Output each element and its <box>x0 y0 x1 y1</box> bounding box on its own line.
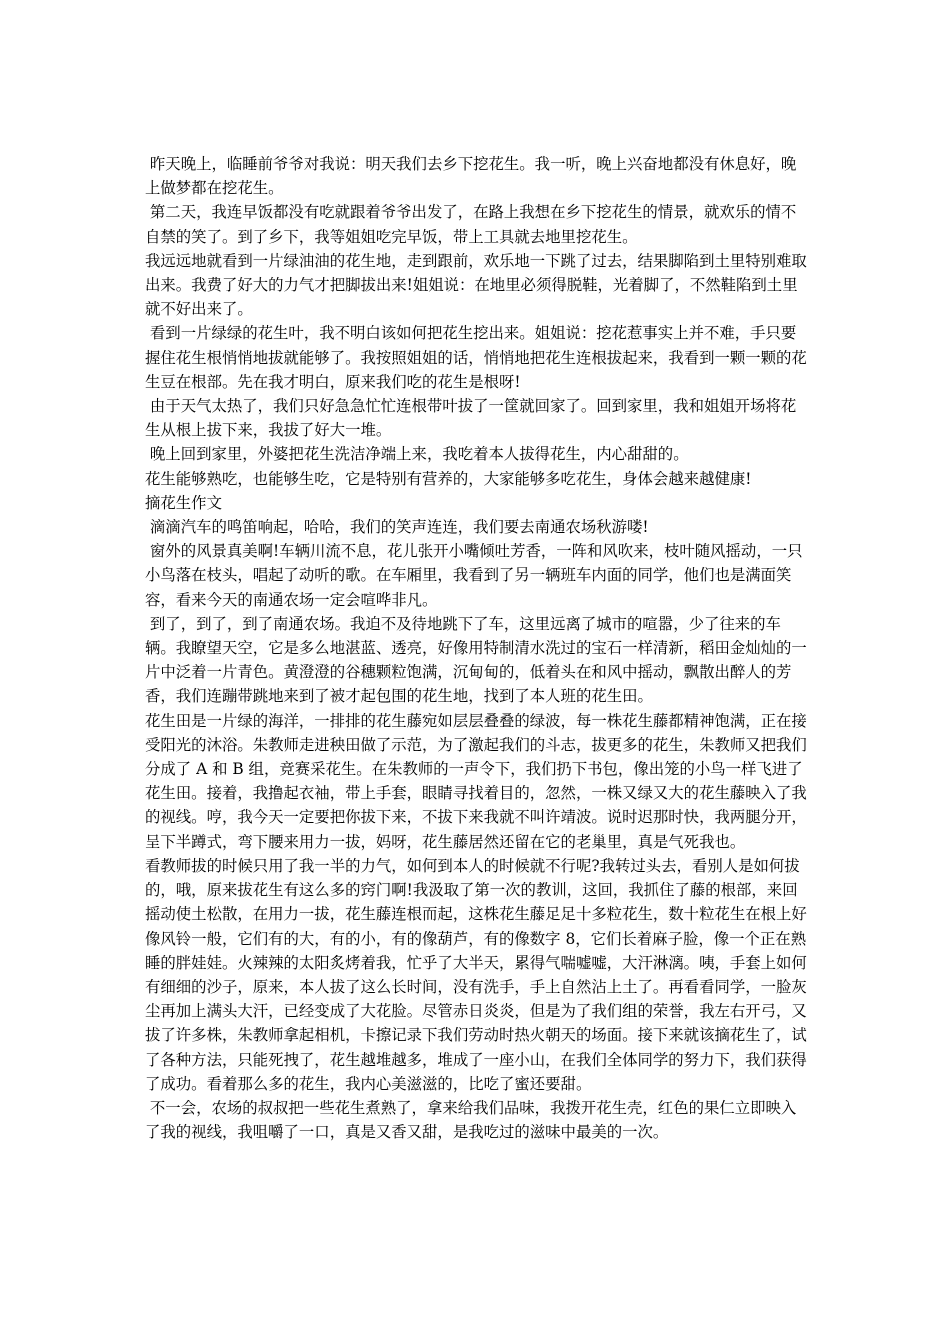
paragraph-5: 由于天气太热了，我们只好急急忙忙连根带叶拔了一筐就回家了。回到家里，我和姐姐开场将花生从根上拔下来，我拔了好大一堆。 <box>145 397 797 440</box>
paragraph-1: 昨天晚上，临睡前爷爷对我说：明天我们去乡下挖花生。我一听，晚上兴奋地都没有休息好，晚上做梦都在挖花生。 <box>145 155 797 198</box>
document-page <box>145 152 811 1144</box>
paragraph-11: 花生田是一片绿的海洋，一排排的花生藤宛如层层叠叠的绿波，每一株花生藤都精神饱满，正在接受阳光的沐浴。朱教师走进秧田做了示范，为了激起我们的斗志，拔更多的花生，朱教师又把我们分成了 A 和 B 组，竞赛采花生。在朱教师的一声令下，我们扔下书包，像出笼的小鸟一样飞进了花生田。接着，我撸起衣袖，带上手套，眼睛寻找着目的，忽然，一株又绿又大的花生藤映入了我的视线。哼，我今天一定要把你拔下来，不拔下来我就不叫许靖波。说时迟那时快，我两腿分开，呈下半蹲式，弯下腰来用力一拔，妈呀，花生藤居然还留在它的老巢里，真是气死我也。 <box>145 711 807 851</box>
paragraph-12: 看教师拔的时候只用了我一半的力气，如何到本人的时候就不行呢?我转过头去，看别人是如何拔的，哦，原来拔花生有这么多的窍门啊!我汲取了第一次的教训，这回，我抓住了藤的根部，来回摇动使土松散，在用力一拔，花生藤连根而起，这株花生藤足足十多粒花生，数十粒花生在根上好像风铃一般，它们有的大，有的小，有的像葫芦，有的像数字 8，它们长着麻子脸，像一个正在熟睡的胖娃娃。火辣辣的太阳炙烤着我，忙乎了大半天，累得气喘嘘嘘，大汗淋漓。咦，手套上如何有细细的沙子，原来，本人拔了这么长时间，没有洗手，手上自然沾上土了。再看看同学，一脸灰尘再加上满头大汗，已经变成了大花脸。尽管赤日炎炎，但是为了我们组的荣誉，我左右开弓，又拔了许多株，朱教师拿起相机，卡擦记录下我们劳动时热火朝天的场面。接下来就该摘花生了，试了各种方法，只能死拽了，花生越堆越多，堆成了一座小山，在我们全体同学的努力下，我们获得了成功。看着那么多的花生，我内心美滋滋的，比吃了蜜还要甜。 <box>145 856 807 1093</box>
paragraph-3: 我远远地就看到一片绿油油的花生地，走到跟前，欢乐地一下跳了过去，结果脚陷到土里特别难取出来。我费了好大的力气才把脚拔出来!姐姐说：在地里必须得脱鞋，光着脚了，不然鞋陷到土里 就不好出来了。 <box>145 251 807 319</box>
paragraph-6: 晚上回到家里，外婆把花生洗洁净端上来，我吃着本人拔得花生，内心甜甜的。 <box>145 445 689 464</box>
paragraph-10: 到了，到了，到了南通农场。我迫不及待地跳下了车，这里远离了城市的喧嚣，少了往来的车辆。我瞭望天空，它是多么地湛蓝、透亮，好像用特制清水洗过的宝石一样清新，稻田金灿灿的一片中泛着一片青色。黄澄澄的谷穗颗粒饱满，沉甸甸的，低着头在和风中摇动，飘散出醉人的芳香，我们连蹦带跳地来到了被才起包围的花生地，找到了本人班的花生田。 <box>145 614 807 706</box>
paragraph-2: 第二天，我连早饭都没有吃就跟着爷爷出发了，在路上我想在乡下挖花生的情景，就欢乐的情不自禁的笑了。到了乡下，我等姐姐吃完早饭，带上工具就去地里挖花生。 <box>145 203 797 246</box>
section-title: 摘花生作文 <box>145 493 222 512</box>
paragraph-9: 窗外的风景真美啊!车辆川流不息，花儿张开小嘴倾吐芳香，一阵和风吹来，枝叶随风摇动，一只小鸟落在枝头，唱起了动听的歌。在车厢里，我看到了另一辆班车内面的同学，他们也是满面笑容，看来今天的南通农场一定会喧哗非凡。 <box>145 542 803 609</box>
paragraph-4: 看到一片绿绿的花生叶，我不明白该如何把花生挖出来。姐姐说：挖花惹事实上并不难，手只要握住花生根悄悄地拔就能够了。我按照姐姐的话，悄悄地把花生连根拔起来，我看到一颗一颗的花生豆在根部。先在我才明白，原来我们吃的花生是根呀! <box>145 324 807 391</box>
paragraph-7: 花生能够熟吃，也能够生吃，它是特别有营养的，大家能够多吃花生，身体会越来越健康! <box>145 469 752 488</box>
paragraph-13: 不一会，农场的叔叔把一些花生煮熟了，拿来给我们品味，我拨开花生壳，红色的果仁立即映入了我的视线，我咀嚼了一口，真是又香又甜，是我吃过的滋味中最美的一次。 <box>145 1098 797 1142</box>
paragraph-8: 滴滴汽车的鸣笛响起，哈哈，我们的笑声连连，我们要去南通农场秋游喽! <box>145 518 649 537</box>
